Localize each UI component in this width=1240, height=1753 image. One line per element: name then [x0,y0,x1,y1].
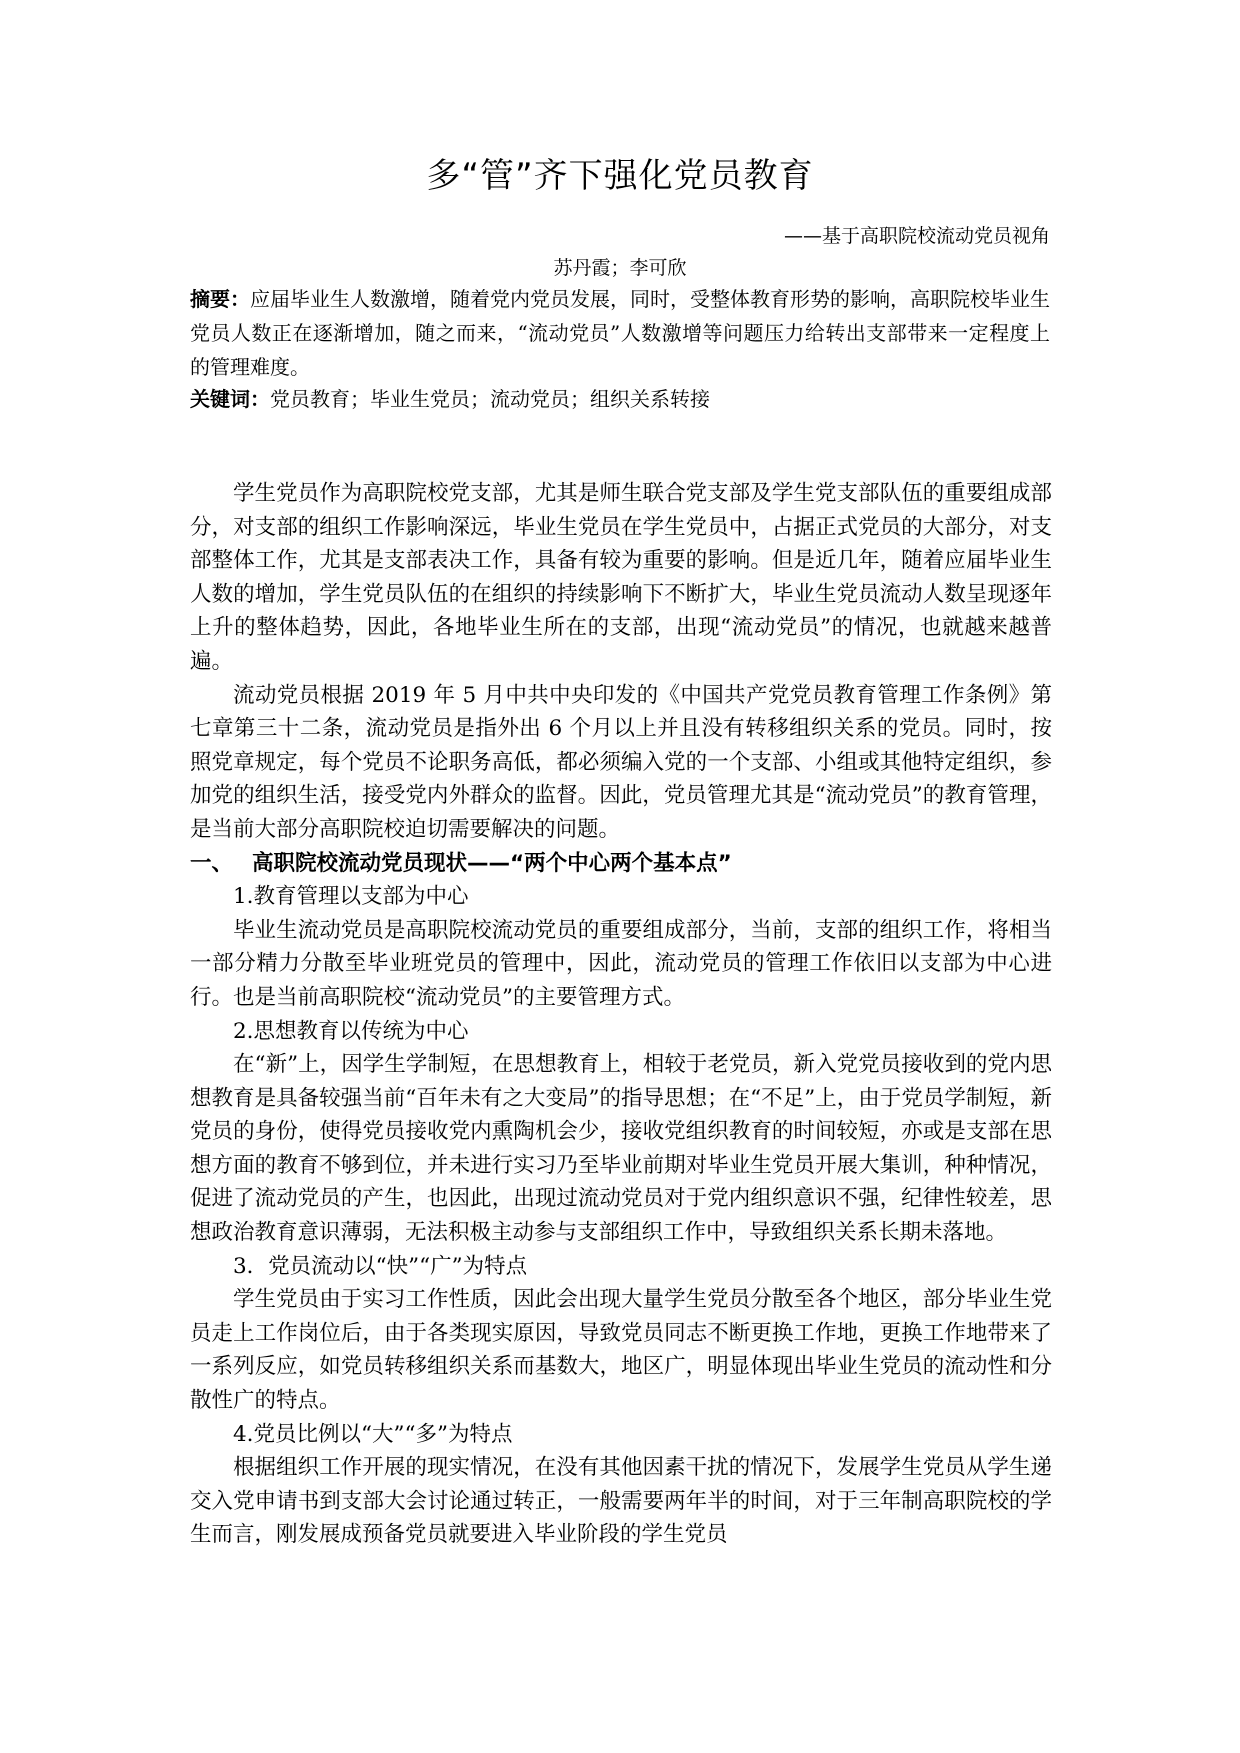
subsection-title-2: 2.思想教育以传统为中心 [233,1018,469,1044]
abstract-text: 应届毕业生人数激增，随着党内党员发展，同时，受整体教育形势的影响，高职院校毕业生党员人数正在逐渐增加，随之而来，“流动党员”人数激增等问题压力给转出支部带来一定程度上的管理难度。 [190,287,1050,379]
section-number: 一、 [190,850,234,876]
abstract [190,282,1050,384]
subsection-title-1: 1.教育管理以支部为中心 [233,884,469,910]
paper-authors: 苏丹霞；李可欣 [553,257,687,279]
subsection-text-3: 学生党员由于实习工作性质，因此会出现大量学生党员分散至各个地区，部分毕业生党员走上工作岗位后，由于各类现实原因，导致党员同志不断更换工作地，更换工作地带来了一系列反应，如党员转移组织关系而基数大，地区广，明显体现出毕业生党员的流动性和分散性广的特点。 [190,1287,1052,1414]
subsection-text-2: 在“新”上，因学生学制短，在思想教育上，相较于老党员，新入党党员接收到的党内思想教育是具备较强当前“百年未有之大变局”的指导思想；在“不足”上，由于党员学制短，新党员的身份，使得党员接收党内熏陶机会少，接收党组织教育的时间较短，亦或是支部在思想方面的教育不够到位，并未进行实习乃至毕业前期对毕业生党员开展大集训，种种情况，促进了流动党员的产生，也因此，出现过流动党员对于党内组织意识不强，纪律性较差，思想政治教育意识薄弱，无法积极主动参与支部组织工作中，导致组织关系长期未落地。 [190,1052,1052,1246]
keywords-label: 关键词： [190,387,270,411]
body-text [190,477,1052,1552]
subsection-text-4: 根据组织工作开展的现实情况，在没有其他因素干扰的情况下，发展学生党员从学生递交入党申请书到支部大会讨论通过转正，一般需要两年半的时间，对于三年制高职院校的学生而言，刚发展成预备党员就要进入毕业阶段的学生党员 [190,1455,1052,1548]
paragraph-intro-2: 流动党员根据 2019 年 5 月中共中央印发的《中国共产党党员教育管理工作条例》第七章第三十二条，流动党员是指外出 6 个月以上并且没有转移组织关系的党员。同时，按照党章规定，每个党员不论职务高低，都必须编入党的一个支部、小组或其他特定组织，参加党的组织生活，接受党内外群众的监督。因此，党员管理尤其是“流动党员”的教育管理，是当前大部分高职院校迫切需要解决的问题。 [190,682,1052,842]
section-heading-1 [190,847,1052,881]
subsection-title-4: 4.党员比例以“大”“多”为特点 [233,1421,513,1447]
subsection-title-3: 3．党员流动以“快”“广”为特点 [233,1253,528,1279]
keywords-text: 党员教育；毕业生党员；流动党员；组织关系转接 [270,387,710,411]
paper-subtitle: ——基于高职院校流动党员视角 [783,225,1050,247]
paragraph-intro-1: 学生党员作为高职院校党支部，尤其是师生联合党支部及学生党支部队伍的重要组成部分，对支部的组织工作影响深远，毕业生党员在学生党员中，占据正式党员的大部分，对支部整体工作，尤其是支部表决工作，具备有较为重要的影响。但是近几年，随着应届毕业生人数的增加，学生党员队伍的在组织的持续影响下不断扩大，毕业生党员流动人数呈现逐年上升的整体趋势，因此，各地毕业生所在的支部，出现“流动党员”的情况，也就越来越普遍。 [190,481,1052,674]
keywords [190,382,1050,416]
section-title: 高职院校流动党员现状——“两个中心两个基本点” [252,850,732,876]
subsection-text-1: 毕业生流动党员是高职院校流动党员的重要组成部分，当前，支部的组织工作，将相当一部分精力分散至毕业班党员的管理中，因此，流动党员的管理工作依旧以支部为中心进行。也是当前高职院校“流动党员”的主要管理方式。 [190,917,1052,1010]
abstract-label: 摘要： [190,287,250,311]
paper-title: 多“管”齐下强化党员教育 [426,156,814,196]
